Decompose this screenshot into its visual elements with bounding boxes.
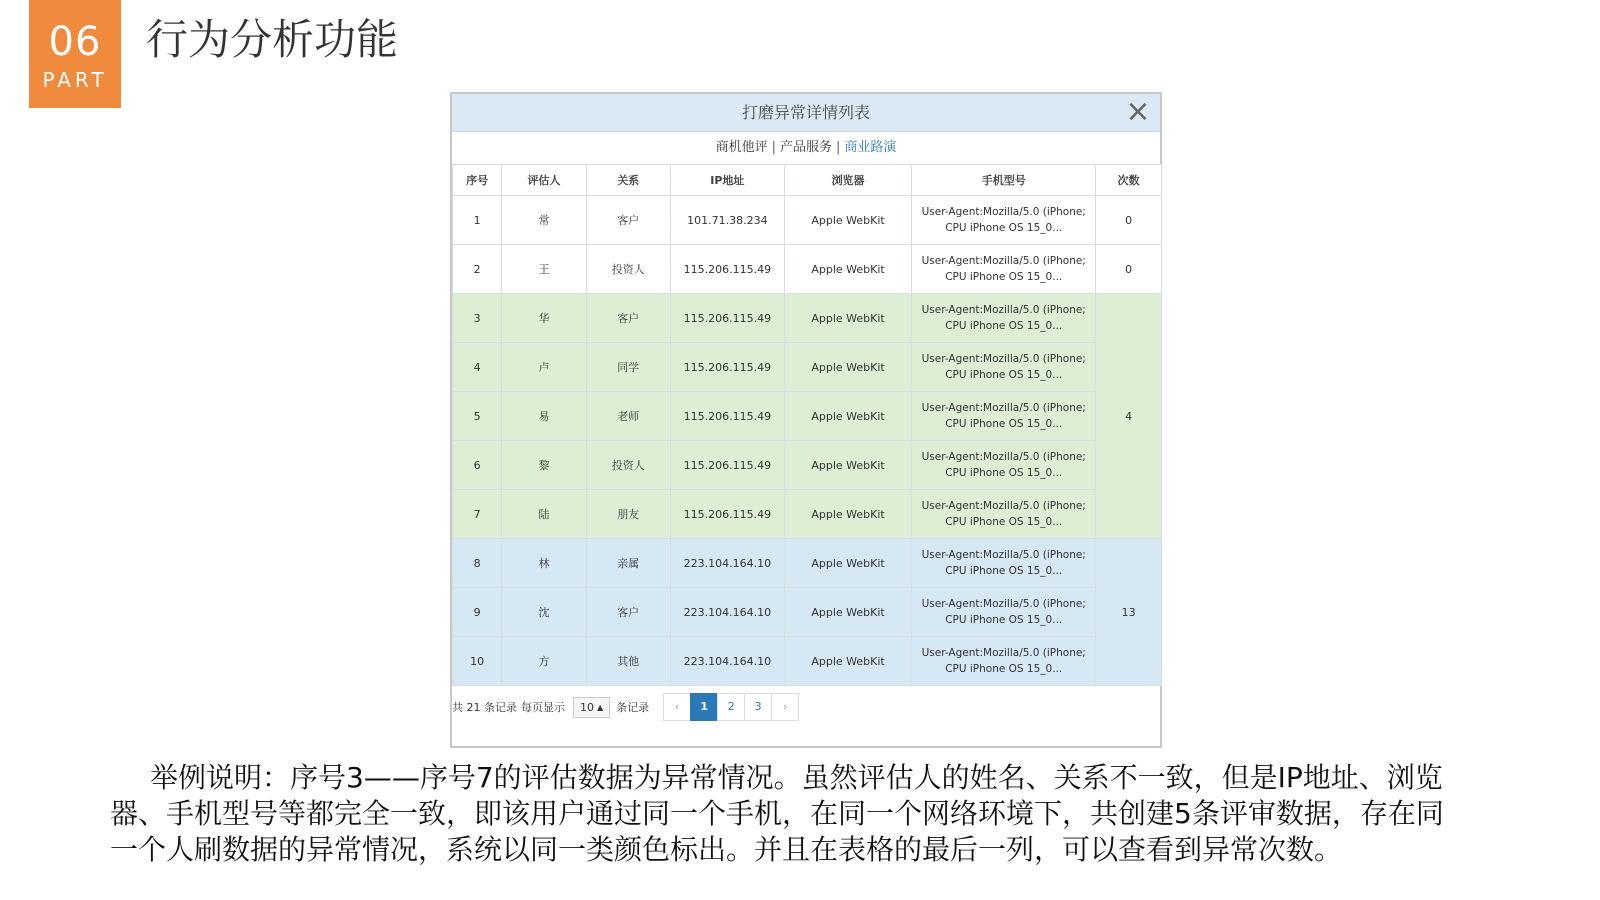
user-agent-line: CPU iPhone OS 15_0... bbox=[945, 467, 1063, 479]
user-agent-line: User-Agent:Mozilla/5.0 (iPhone; bbox=[921, 255, 1086, 267]
tab-business-roadshow[interactable]: 商业路演 bbox=[844, 140, 897, 155]
user-agent-line: User-Agent:Mozilla/5.0 (iPhone; bbox=[921, 353, 1086, 365]
table-row[interactable] bbox=[453, 490, 1162, 539]
next-page-button[interactable]: › bbox=[771, 693, 799, 721]
cell-ip: 115.206.115.49 bbox=[670, 490, 784, 539]
user-agent-line: CPU iPhone OS 15_0... bbox=[945, 271, 1063, 283]
total-records-text: 共 21 条记录 bbox=[452, 701, 517, 714]
cell-evaluator: 易 bbox=[502, 392, 586, 441]
table-row[interactable] bbox=[453, 343, 1162, 392]
table-row[interactable] bbox=[453, 245, 1162, 294]
description-line: 器、手机型号等都完全一致，即该用户通过同一个手机，在同一个网络环境下，共创建5条评审数据，存在同 bbox=[110, 797, 1444, 830]
user-agent-line: User-Agent:Mozilla/5.0 (iPhone; bbox=[921, 549, 1086, 561]
cell-browser: Apple WebKit bbox=[784, 392, 911, 441]
cell-browser: Apple WebKit bbox=[784, 343, 911, 392]
tab-business-peer-review[interactable]: 商机他评 bbox=[715, 140, 768, 155]
anomaly-table bbox=[452, 164, 1162, 686]
cell-relation: 亲属 bbox=[586, 539, 670, 588]
cell-phone-model bbox=[912, 294, 1096, 343]
cell-no: 7 bbox=[453, 490, 502, 539]
cell-relation: 投资人 bbox=[586, 441, 670, 490]
cell-evaluator: 常 bbox=[502, 196, 586, 245]
table-row[interactable] bbox=[453, 392, 1162, 441]
page-button-3[interactable]: 3 bbox=[744, 693, 772, 721]
cell-ip: 115.206.115.49 bbox=[670, 392, 784, 441]
user-agent-line: CPU iPhone OS 15_0... bbox=[945, 516, 1063, 528]
user-agent-line: User-Agent:Mozilla/5.0 (iPhone; bbox=[921, 647, 1086, 659]
cell-ip: 223.104.164.10 bbox=[670, 588, 784, 637]
part-number: 06 bbox=[48, 19, 102, 65]
anomaly-detail-modal bbox=[450, 92, 1162, 748]
cell-relation: 投资人 bbox=[586, 245, 670, 294]
table-header-row bbox=[453, 165, 1162, 196]
cell-evaluator: 黎 bbox=[502, 441, 586, 490]
user-agent-line: CPU iPhone OS 15_0... bbox=[945, 369, 1063, 381]
description-line: 一个人刷数据的异常情况，系统以同一类颜色标出。并且在表格的最后一列，可以查看到异常次数。 bbox=[110, 833, 1343, 866]
modal-title: 打磨异常详情列表 bbox=[741, 103, 870, 122]
user-agent-line: User-Agent:Mozilla/5.0 (iPhone; bbox=[921, 304, 1086, 316]
column-header-phone-model[interactable]: 手机型号 bbox=[912, 165, 1096, 196]
user-agent-line: CPU iPhone OS 15_0... bbox=[945, 418, 1063, 430]
user-agent-line: User-Agent:Mozilla/5.0 (iPhone; bbox=[921, 598, 1086, 610]
table-row[interactable] bbox=[453, 539, 1162, 588]
modal-header bbox=[452, 94, 1160, 132]
cell-ip: 223.104.164.10 bbox=[670, 539, 784, 588]
cell-no: 6 bbox=[453, 441, 502, 490]
page-button-1[interactable]: 1 bbox=[690, 693, 718, 721]
prev-page-button[interactable]: ‹ bbox=[663, 693, 691, 721]
cell-ip: 115.206.115.49 bbox=[670, 441, 784, 490]
table-row[interactable] bbox=[453, 441, 1162, 490]
cell-no: 1 bbox=[453, 196, 502, 245]
cell-phone-model bbox=[912, 490, 1096, 539]
cell-phone-model bbox=[912, 637, 1096, 686]
cell-browser: Apple WebKit bbox=[784, 245, 911, 294]
tab-product-service[interactable]: 产品服务 bbox=[779, 140, 832, 155]
cell-no: 10 bbox=[453, 637, 502, 686]
cell-no: 4 bbox=[453, 343, 502, 392]
table-row[interactable] bbox=[453, 294, 1162, 343]
cell-browser: Apple WebKit bbox=[784, 294, 911, 343]
cell-evaluator: 沈 bbox=[502, 588, 586, 637]
cell-browser: Apple WebKit bbox=[784, 637, 911, 686]
cell-relation: 客户 bbox=[586, 294, 670, 343]
cell-evaluator: 陆 bbox=[502, 490, 586, 539]
cell-ip: 101.71.38.234 bbox=[670, 196, 784, 245]
modal-tabs bbox=[452, 132, 1160, 164]
part-word: PART bbox=[42, 68, 108, 92]
cell-relation: 其他 bbox=[586, 637, 670, 686]
cell-relation: 老师 bbox=[586, 392, 670, 441]
page-size-value: 10 bbox=[580, 700, 594, 714]
cell-phone-model bbox=[912, 343, 1096, 392]
pagination bbox=[452, 692, 1152, 722]
table-row[interactable] bbox=[453, 196, 1162, 245]
user-agent-line: User-Agent:Mozilla/5.0 (iPhone; bbox=[921, 206, 1086, 218]
column-header-no[interactable]: 序号 bbox=[453, 165, 502, 196]
column-header-relation[interactable]: 关系 bbox=[586, 165, 670, 196]
cell-phone-model bbox=[912, 196, 1096, 245]
table-row[interactable] bbox=[453, 588, 1162, 637]
cell-no: 9 bbox=[453, 588, 502, 637]
cell-no: 2 bbox=[453, 245, 502, 294]
per-page-label: 每页显示 bbox=[521, 701, 565, 714]
user-agent-line: CPU iPhone OS 15_0... bbox=[945, 222, 1063, 234]
description-line: 举例说明：序号3——序号7的评估数据为异常情况。虽然评估人的姓名、关系不一致，但是IP地址、浏览 bbox=[150, 761, 1443, 794]
cell-evaluator: 王 bbox=[502, 245, 586, 294]
cell-ip: 115.206.115.49 bbox=[670, 294, 784, 343]
column-header-browser[interactable]: 浏览器 bbox=[784, 165, 911, 196]
cell-relation: 同学 bbox=[586, 343, 670, 392]
cell-ip: 223.104.164.10 bbox=[670, 637, 784, 686]
cell-evaluator: 方 bbox=[502, 637, 586, 686]
cell-phone-model bbox=[912, 392, 1096, 441]
cell-browser: Apple WebKit bbox=[784, 539, 911, 588]
slide-title: 行为分析功能 bbox=[146, 15, 399, 64]
user-agent-line: CPU iPhone OS 15_0... bbox=[945, 320, 1063, 332]
cell-browser: Apple WebKit bbox=[784, 441, 911, 490]
user-agent-line: User-Agent:Mozilla/5.0 (iPhone; bbox=[921, 402, 1086, 414]
cell-evaluator: 华 bbox=[502, 294, 586, 343]
cell-count: 4 bbox=[1096, 294, 1162, 539]
cell-no: 5 bbox=[453, 392, 502, 441]
column-header-count[interactable]: 次数 bbox=[1096, 165, 1162, 196]
description-paragraph bbox=[110, 760, 1550, 868]
table-body bbox=[453, 196, 1162, 686]
tab-separator: | bbox=[836, 140, 841, 155]
cell-browser: Apple WebKit bbox=[784, 588, 911, 637]
cell-no: 8 bbox=[453, 539, 502, 588]
cell-ip: 115.206.115.49 bbox=[670, 343, 784, 392]
cell-phone-model bbox=[912, 441, 1096, 490]
cell-relation: 客户 bbox=[586, 196, 670, 245]
cell-count: 13 bbox=[1096, 539, 1162, 686]
cell-browser: Apple WebKit bbox=[784, 490, 911, 539]
page-size-select[interactable] bbox=[573, 697, 610, 718]
cell-relation: 朋友 bbox=[586, 490, 670, 539]
cell-no: 3 bbox=[453, 294, 502, 343]
caret-up-icon: ▲ bbox=[597, 702, 604, 712]
cell-count: 0 bbox=[1096, 245, 1162, 294]
part-badge bbox=[29, 0, 121, 108]
cell-phone-model bbox=[912, 245, 1096, 294]
cell-evaluator: 林 bbox=[502, 539, 586, 588]
page-button-2[interactable]: 2 bbox=[717, 693, 745, 721]
tab-separator: | bbox=[771, 140, 776, 155]
cell-phone-model bbox=[912, 539, 1096, 588]
close-icon[interactable]: × bbox=[1125, 94, 1151, 129]
cell-browser: Apple WebKit bbox=[784, 196, 911, 245]
user-agent-line: User-Agent:Mozilla/5.0 (iPhone; bbox=[921, 451, 1086, 463]
records-label: 条记录 bbox=[616, 701, 650, 714]
user-agent-line: CPU iPhone OS 15_0... bbox=[945, 614, 1063, 626]
table-row[interactable] bbox=[453, 637, 1162, 686]
column-header-ip[interactable]: IP地址 bbox=[670, 165, 784, 196]
user-agent-line: User-Agent:Mozilla/5.0 (iPhone; bbox=[921, 500, 1086, 512]
cell-ip: 115.206.115.49 bbox=[670, 245, 784, 294]
cell-count: 0 bbox=[1096, 196, 1162, 245]
column-header-evaluator[interactable]: 评估人 bbox=[502, 165, 586, 196]
user-agent-line: CPU iPhone OS 15_0... bbox=[945, 663, 1063, 675]
cell-relation: 客户 bbox=[586, 588, 670, 637]
cell-evaluator: 卢 bbox=[502, 343, 586, 392]
user-agent-line: CPU iPhone OS 15_0... bbox=[945, 565, 1063, 577]
cell-phone-model bbox=[912, 588, 1096, 637]
